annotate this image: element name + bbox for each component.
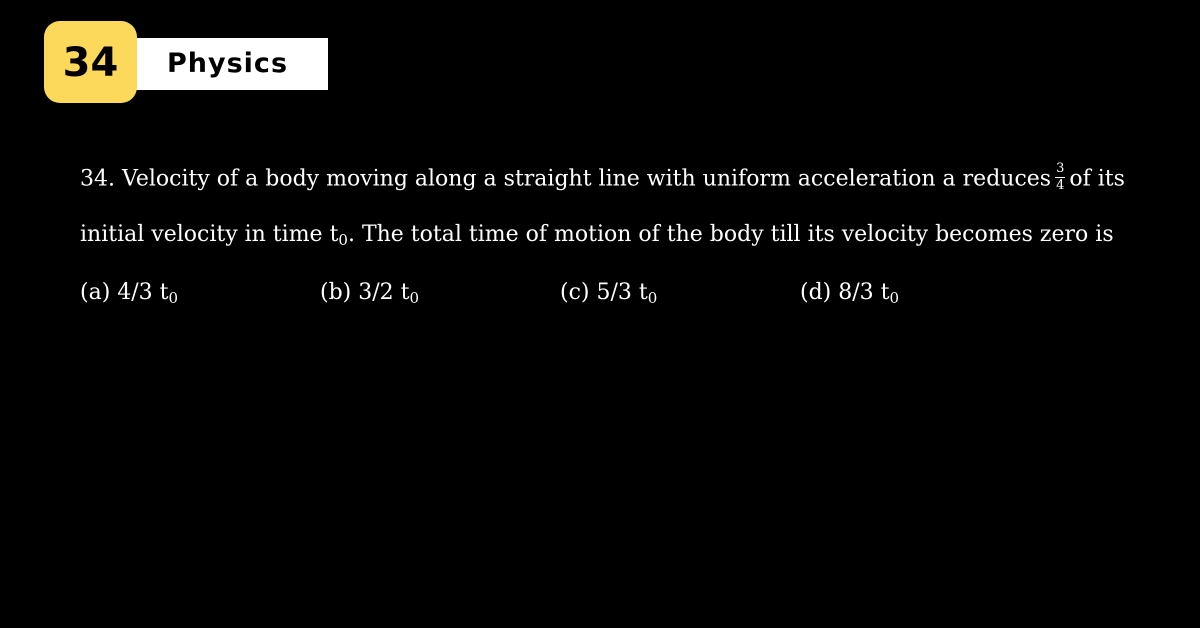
option-a[interactable] (80, 280, 178, 305)
question-line-1 (80, 161, 1125, 195)
question-line-2-rest: . The total time of motion of the body till its velocity becomes zero is (347, 222, 1114, 247)
option-b[interactable] (320, 280, 419, 305)
question-line-1-text: 34. Velocity of a body moving along a straight line with uniform acceleration a reduces (80, 166, 1052, 192)
option-c-subscript: 0 (647, 289, 658, 307)
option-b-subscript: 0 (409, 289, 420, 307)
subject-label: Physics (167, 48, 289, 79)
question-line-2-start: initial velocity in time t (80, 222, 339, 247)
option-d-subscript: 0 (889, 289, 900, 307)
option-a-subscript: 0 (168, 289, 179, 307)
question-line-1-tail: of its (1069, 166, 1125, 192)
option-d[interactable] (800, 280, 899, 305)
question-number-badge (44, 21, 137, 103)
option-a-label: (a) 4/3 t (80, 280, 169, 305)
option-d-label: (d) 8/3 t (800, 280, 890, 305)
fraction-denominator: 4 (1056, 178, 1065, 193)
option-b-label: (b) 3/2 t (320, 280, 410, 305)
option-c[interactable] (560, 280, 657, 305)
question-number: 34 (62, 40, 119, 86)
question-line-2 (80, 222, 1114, 247)
time-subscript: 0 (338, 231, 348, 249)
option-c-label: (c) 5/3 t (560, 280, 648, 305)
subject-bar (120, 38, 328, 90)
fraction-numerator: 3 (1056, 161, 1065, 176)
fraction (1055, 162, 1065, 193)
